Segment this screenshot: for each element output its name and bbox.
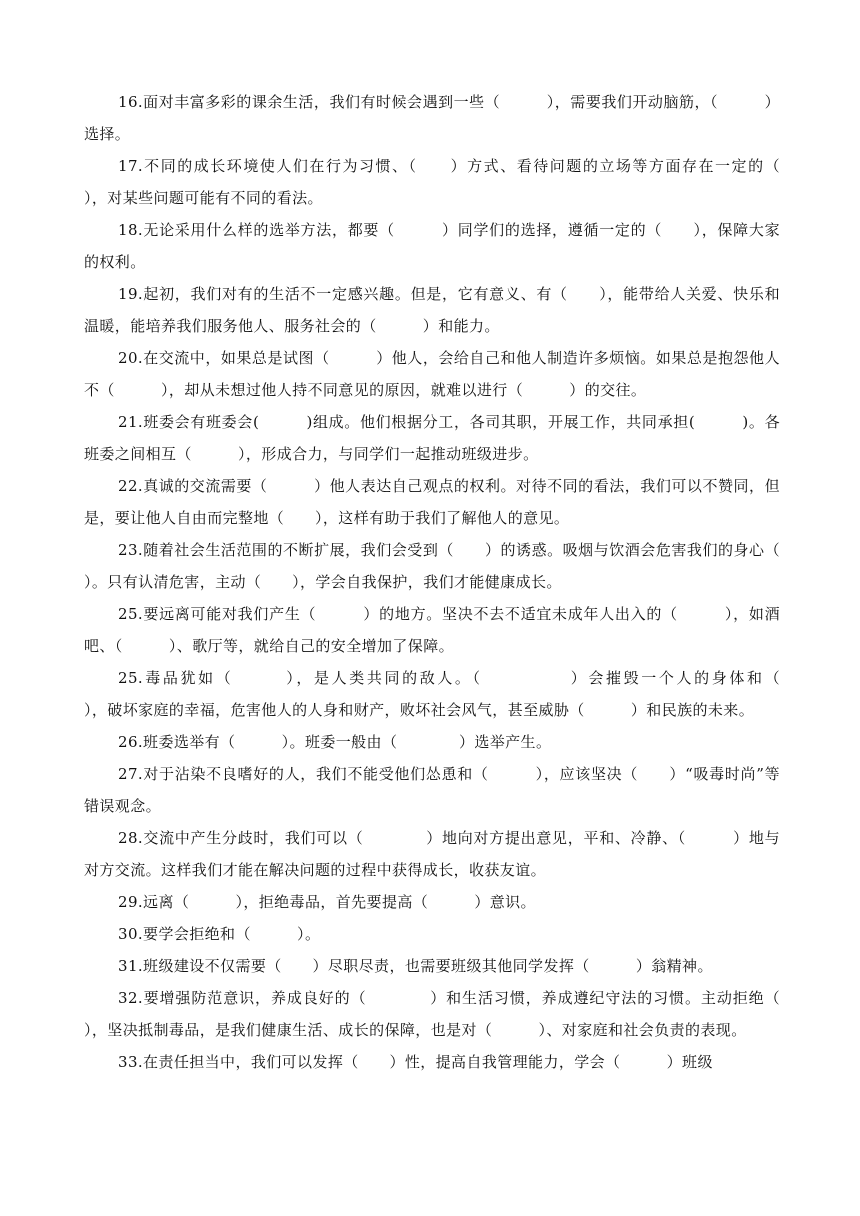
question-28: 28.交流中产生分歧时，我们可以（ ）地向对方提出意见，平和、冷静、（ ）地与对方交流。这样我们才能在解决问题的过程中获得成长，收获友谊。 [84, 829, 780, 879]
question-27: 27.对于沾染不良嗜好的人，我们不能受他们怂恿和（ ），应该坚决（ ）“吸毒时尚”等错误观念。 [84, 765, 780, 815]
question-20: 20.在交流中，如果总是试图（ ）他人，会给自己和他人制造许多烦恼。如果总是抱怨他人不（ ），却从未想过他人持不同意见的原因，就难以进行（ ）的交往。 [84, 349, 780, 399]
question-list [84, 86, 842, 1078]
question-30: 30.要学会拒绝和（ ）。 [118, 925, 321, 943]
question-29: 29.远离（ ），拒绝毒品，首先要提高（ ）意识。 [118, 893, 536, 911]
question-21: 21.班委会有班委会( )组成。他们根据分工，各司其职，开展工作，共同承担( )。各班委之间相互（ ），形成合力，与同学们一起推动班级进步。 [84, 413, 780, 463]
question-19: 19.起初，我们对有的生活不一定感兴趣。但是，它有意义、有（ ），能带给人关爱、快乐和温暖，能培养我们服务他人、服务社会的（ ）和能力。 [84, 285, 780, 335]
question-23: 23.随着社会生活范围的不断扩展，我们会受到（ ）的诱惑。吸烟与饮酒会危害我们的身心（ ）。只有认清危害，主动（ ），学会自我保护，我们才能健康成长。 [84, 541, 811, 591]
question-31: 31.班级建设不仅需要（ ）尽职尽责，也需要班级其他同学发挥（ ）翁精神。 [118, 957, 713, 975]
question-17: 17.不同的成长环境使人们在行为习惯、（ ）方式、看待问题的立场等方面存在一定的（ ），对某些问题可能有不同的看法。 [84, 157, 827, 207]
question-25b: 25.毒品犹如（ ），是人类共同的敌人。（ ）会摧毁一个人的身体和（ ），破坏家庭的幸福，危害他人的人身和财产，败坏社会风气，甚至威胁（ ）和民族的未来。 [84, 669, 842, 719]
question-32: 32.要增强防范意识，养成良好的（ ）和生活习惯，养成遵纪守法的习惯。主动拒绝（ ），坚决抵制毒品，是我们健康生活、成长的保障，也是对（ ）、对家庭和社会负责的表现。 [84, 989, 827, 1039]
question-16: 16.面对丰富多彩的课余生活，我们有时候会遇到一些（ ），需要我们开动脑筋，（ ）选择。 [84, 93, 780, 143]
question-26: 26.班委选举有（ ）。班委一般由（ ）选举产生。 [118, 733, 552, 751]
question-22: 22.真诚的交流需要（ ）他人表达自己观点的权利。对待不同的看法，我们可以不赞同，但是，要让他人自由而完整地（ ），这样有助于我们了解他人的意见。 [84, 477, 780, 527]
question-33: 33.在责任担当中，我们可以发挥（ ）性，提高自我管理能力，学会（ ）班级 [118, 1053, 713, 1071]
question-25a: 25.要远离可能对我们产生（ ）的地方。坚决不去不适宜未成年人出入的（ ），如酒吧、（ ）、歌厅等，就给自己的安全增加了保障。 [84, 605, 780, 655]
question-18: 18.无论采用什么样的选举方法，都要（ ）同学们的选择，遵循一定的（ ），保障大家的权利。 [84, 221, 780, 271]
